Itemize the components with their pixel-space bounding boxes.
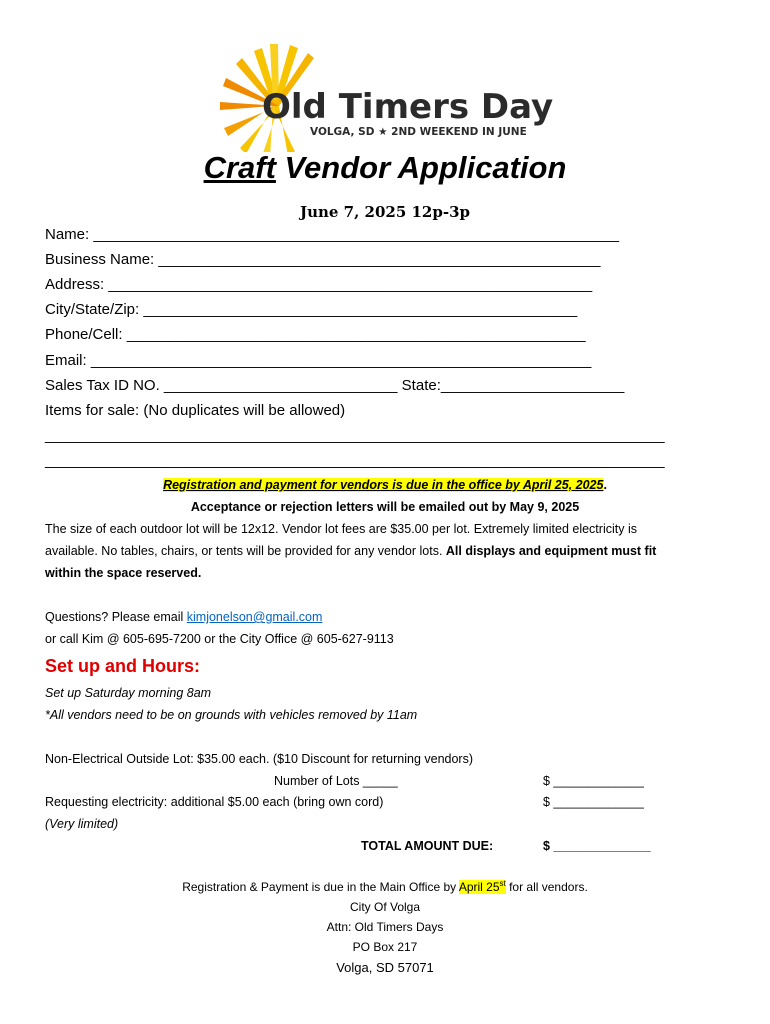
city-state-zip-field[interactable]: City/State/Zip: ____________________________________________________ <box>45 301 578 318</box>
lots-amount-field[interactable]: $ _____________ <box>543 774 644 788</box>
electricity-fee: Requesting electricity: additional $5.00 each (bring own cord) <box>45 795 384 809</box>
acceptance-notice: Acceptance or rejection letters will be emailed out by May 9, 2025 <box>190 500 580 514</box>
setup-time: Set up Saturday morning 8am <box>45 686 212 700</box>
svg-text:VOLGA, SD ★ 2ND WEEKEND IN JUN: VOLGA, SD ★ 2ND WEEKEND IN JUNE <box>310 126 527 138</box>
email-link[interactable]: kimjonelson@gmail.com <box>186 610 323 624</box>
items-for-sale-label: Items for sale: (No duplicates will be allowed) <box>45 402 346 419</box>
svg-text:Old Timers Day: Old Timers Day <box>262 87 554 127</box>
address-field[interactable]: Address: __________________________________________________________ <box>45 276 593 293</box>
old-timers-day-logo <box>218 40 558 152</box>
items-line-2[interactable]: _____________________________________________________________________________ <box>45 452 665 469</box>
sales-tax-field[interactable]: Sales Tax ID NO. ____________________________ State:______________________ <box>45 377 625 394</box>
sunburst-icon <box>218 40 558 152</box>
event-date: June 7, 2025 12p-3p <box>299 203 471 221</box>
nonelectrical-fee: Non-Electrical Outside Lot: $35.00 each. ($10 Discount for returning vendors) <box>45 752 474 766</box>
payment-due-line: Registration & Payment is due in the Main Office by April 25st for all vendors. <box>182 879 588 894</box>
name-field[interactable]: Name: _______________________________________________________________ <box>45 226 619 243</box>
call-line: or call Kim @ 605-695-7200 or the City Office @ 605-627-9113 <box>45 632 394 646</box>
setup-heading: Set up and Hours: <box>45 656 201 676</box>
total-amount-field[interactable]: $ ______________ <box>543 839 651 853</box>
items-line-1[interactable]: _____________________________________________________________________________ <box>45 427 665 444</box>
attn-line: Attn: Old Timers Days <box>326 920 444 934</box>
po-box: PO Box 217 <box>352 940 418 954</box>
questions-line: Questions? Please email kimjonelson@gmail.com <box>45 610 323 624</box>
total-label: TOTAL AMOUNT DUE: <box>361 839 494 853</box>
very-limited-note: (Very limited) <box>45 817 119 831</box>
business-name-field[interactable]: Business Name: _____________________________________________________ <box>45 251 601 268</box>
number-of-lots-field[interactable]: Number of Lots _____ <box>274 774 398 788</box>
phone-field[interactable]: Phone/Cell: _______________________________________________________ <box>45 326 586 343</box>
page-title: Craft Vendor Application <box>203 150 567 185</box>
lot-info-line-2: available. No tables, chairs, or tents will be provided for any vendor lots. All displays and equipment must fit <box>45 544 657 558</box>
city-state-zip: Volga, SD 57071 <box>336 960 434 975</box>
city-name: City Of Volga <box>349 900 421 914</box>
electricity-amount-field[interactable]: $ _____________ <box>543 795 644 809</box>
lot-info-line-3: within the space reserved. <box>45 566 202 580</box>
vehicle-notice: *All vendors need to be on grounds with vehicles removed by 11am <box>45 708 418 722</box>
lot-info-line-1: The size of each outdoor lot will be 12x12. Vendor lot fees are $35.00 per lot. Extremely limited electricity is <box>45 522 637 536</box>
email-field[interactable]: Email: ____________________________________________________________ <box>45 352 592 369</box>
registration-notice: Registration and payment for vendors is due in the office by April 25, 2025. <box>163 478 607 492</box>
